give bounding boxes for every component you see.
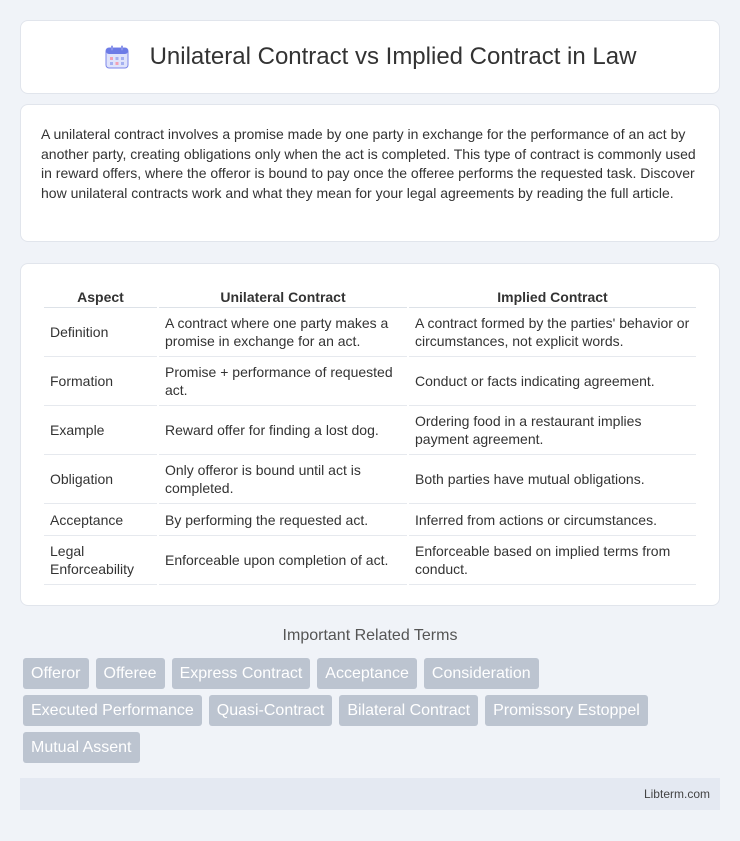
footer — [20, 778, 720, 810]
intro-card — [20, 104, 720, 242]
cell-aspect: Formation — [44, 357, 157, 406]
footer-site-link[interactable]: Libterm.com — [643, 787, 710, 801]
cell-implied: A contract formed by the parties' behavior or circumstances, not explicit words. — [409, 308, 696, 357]
cell-implied: Enforceable based on implied terms from conduct. — [409, 536, 696, 585]
cell-unilateral: Reward offer for finding a lost dog. — [159, 406, 407, 455]
header-card — [20, 20, 720, 94]
cell-aspect: Obligation — [44, 455, 157, 504]
table-header-row — [44, 284, 696, 308]
term-tag-promissory-estoppel[interactable]: Promissory Estoppel — [485, 695, 648, 726]
term-tag-offeree[interactable]: Offeree — [96, 658, 165, 689]
term-tag-express-contract[interactable]: Express Contract — [172, 658, 311, 689]
comparison-table — [42, 284, 698, 585]
cell-unilateral: By performing the requested act. — [159, 504, 407, 536]
cell-aspect: Example — [44, 406, 157, 455]
term-tag-consideration[interactable]: Consideration — [424, 658, 539, 689]
cell-unilateral: A contract where one party makes a promise in exchange for an act. — [159, 308, 407, 357]
related-terms-list — [23, 658, 723, 769]
comparison-table-card — [20, 263, 720, 606]
table-row — [44, 536, 696, 585]
cell-implied: Inferred from actions or circumstances. — [409, 504, 696, 536]
cell-unilateral: Promise + performance of requested act. — [159, 357, 407, 406]
table-row — [44, 308, 696, 357]
cell-implied: Both parties have mutual obligations. — [409, 455, 696, 504]
cell-aspect: Definition — [44, 308, 157, 357]
table-row — [44, 455, 696, 504]
term-tag-mutual-assent[interactable]: Mutual Assent — [23, 732, 140, 763]
cell-unilateral: Enforceable upon completion of act. — [159, 536, 407, 585]
header-implied: Implied Contract — [409, 284, 696, 308]
related-terms-title: Important Related Terms — [282, 627, 458, 644]
header-aspect: Aspect — [44, 284, 157, 308]
cell-implied: Ordering food in a restaurant implies payment agreement. — [409, 406, 696, 455]
term-tag-offeror[interactable]: Offeror — [23, 658, 89, 689]
cell-implied: Conduct or facts indicating agreement. — [409, 357, 696, 406]
table-row — [44, 357, 696, 406]
term-tag-quasi-contract[interactable]: Quasi-Contract — [209, 695, 333, 726]
term-tag-executed-performance[interactable]: Executed Performance — [23, 695, 202, 726]
page-title: Unilateral Contract vs Implied Contract in Law — [149, 43, 637, 70]
intro-text: A unilateral contract involves a promise made by one party in exchange for the performance of an act by another party, creating obligations only when the act is completed. This type of contract is commonly used in reward offers, where the offeror is bound to pay once the offeree performs the requested task. Discover how unilateral contracts work and what they mean for your legal agreements by reading the full article. — [41, 126, 696, 201]
calendar-icon — [104, 44, 130, 70]
cell-aspect: Legal Enforceability — [44, 536, 157, 585]
term-tag-bilateral-contract[interactable]: Bilateral Contract — [339, 695, 478, 726]
term-tag-acceptance[interactable]: Acceptance — [317, 658, 417, 689]
cell-aspect: Acceptance — [44, 504, 157, 536]
table-row — [44, 504, 696, 536]
table-row — [44, 406, 696, 455]
header-unilateral: Unilateral Contract — [159, 284, 407, 308]
cell-unilateral: Only offeror is bound until act is completed. — [159, 455, 407, 504]
